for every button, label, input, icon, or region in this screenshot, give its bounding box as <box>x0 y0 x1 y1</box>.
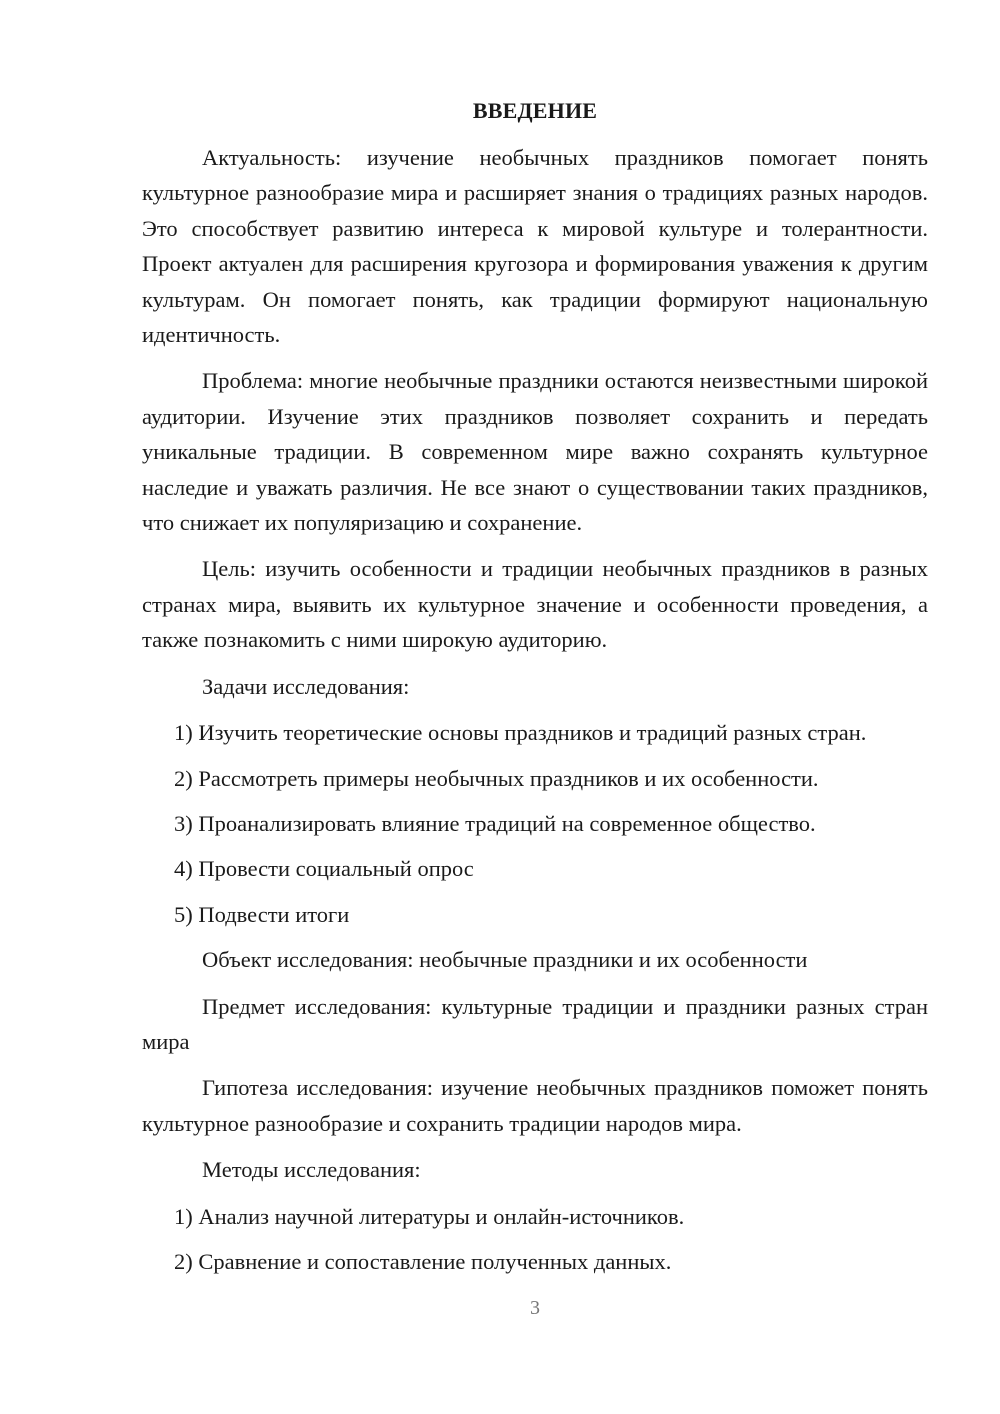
method-item-1: 1) Анализ научной литературы и онлайн-источников. <box>174 1203 685 1229</box>
object-paragraph: Объект исследования: необычные праздники и их особенности <box>202 947 808 973</box>
problem-paragraph: Проблема: многие необычные праздники остаются неизвестными широкой аудитории. Изучение этих праздников позволяет сохранить и передать уникальные традиции. В современном мире важно сохранять культурное наследие и уважать различия. Не все знают о существовании таких праздников, что снижает их популяризацию и сохранение. <box>142 368 928 536</box>
relevance-paragraph: Актуальность: изучение необычных праздников помогает понять культурное разнообразие мира и расширяет знания о традициях разных народов. Это способствует развитию интереса к мировой культуре и толерантности. Проект актуален для расширения кругозора и формирования уважения к другим культурам. Он помогает понять, как традиции формируют национальную идентичность. <box>142 145 928 348</box>
page-title: ВВЕДЕНИЕ <box>472 98 598 123</box>
goal-paragraph: Цель: изучить особенности и традиции необычных праздников в разных странах мира, выявить их культурное значение и особенности проведения, а также познакомить с ними широкую аудиторию. <box>142 556 928 653</box>
methods-heading: Методы исследования: <box>202 1157 421 1183</box>
subject-paragraph: Предмет исследования: культурные традиции и праздники разных стран мира <box>142 993 928 1054</box>
task-item-5: 5) Подвести итоги <box>174 901 350 927</box>
task-item-1: 1) Изучить теоретические основы праздников и традиций разных стран. <box>174 720 867 746</box>
page-number: 3 <box>530 1297 540 1319</box>
hypothesis-paragraph: Гипотеза исследования: изучение необычных праздников поможет понять культурное разнообразие и сохранить традиции народов мира. <box>142 1075 928 1136</box>
tasks-heading: Задачи исследования: <box>202 673 410 699</box>
method-item-2: 2) Сравнение и сопоставление полученных данных. <box>174 1248 672 1274</box>
task-item-3: 3) Проанализировать влияние традиций на современное общество. <box>174 810 816 836</box>
task-item-2: 2) Рассмотреть примеры необычных праздников и их особенности. <box>174 765 819 791</box>
document-page <box>142 96 928 1289</box>
task-item-4: 4) Провести социальный опрос <box>174 856 474 882</box>
